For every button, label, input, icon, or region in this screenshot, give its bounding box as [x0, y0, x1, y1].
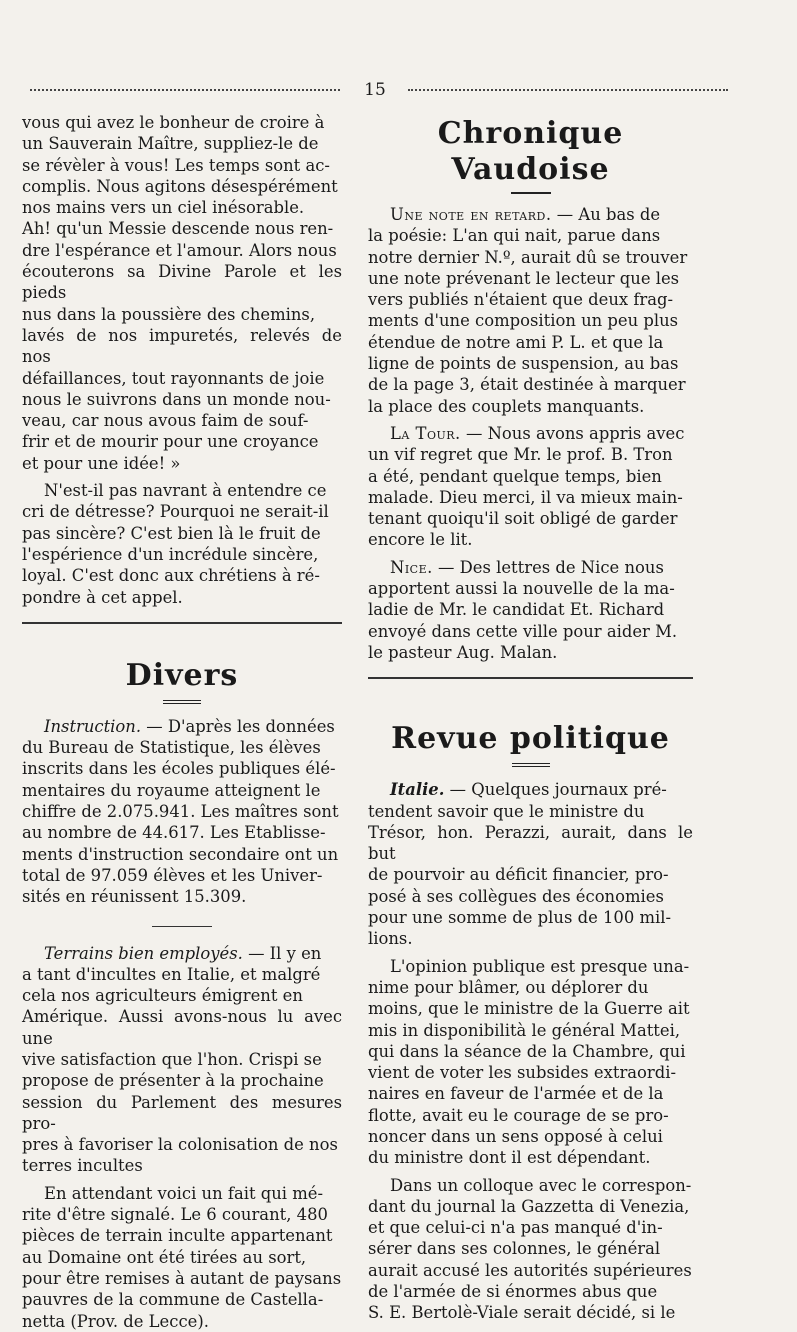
text-line: vers publiés n'étaient que deux frag-: [368, 290, 674, 310]
text-line: netta (Prov. de Lecce).: [22, 1311, 209, 1331]
text-line: une note prévenant le lecteur que les: [368, 268, 680, 288]
text-line: tendent savoir que le ministre du: [368, 801, 645, 821]
text-line: l'espérience d'un incrédule sincère,: [22, 544, 319, 564]
text-line: pour une somme de plus de 100 mil-: [368, 908, 672, 928]
text-line: et pour une idée! »: [22, 453, 181, 473]
right-column: [368, 112, 693, 1324]
text-line: défaillances, tout rayonnants de joie: [22, 368, 325, 388]
revue-heading: Revue politique: [391, 721, 670, 757]
text-line: cri de détresse? Pourquoi ne serait-il: [22, 502, 329, 522]
section-divider: [368, 677, 693, 681]
text-line: mis in disponibilità le général Mattei,: [368, 1020, 681, 1040]
text-line: vive satisfaction que l'hon. Crispi se: [22, 1049, 322, 1069]
text-line: sités en réunissent 15.309.: [22, 887, 247, 907]
text-line: lavés de nos impuretés, relevés de nos: [22, 325, 342, 367]
chronique-heading: Chronique Vaudoise: [437, 116, 624, 187]
text-line: dant du journal la Gazzetta di Venezia,: [368, 1196, 690, 1216]
text-line: N'est-il pas navrant à entendre ce: [44, 481, 327, 501]
text-line: ments d'instruction secondaire ont un: [22, 844, 339, 864]
text-line: S. E. Bertolè-Viale serait décidé, si le: [368, 1303, 676, 1323]
text-line: nus dans la poussière des chemins,: [22, 304, 316, 324]
text-line: apportent aussi la nouvelle de la ma-: [368, 579, 675, 599]
heading-rule: [511, 192, 551, 194]
text-line: de pourvoir au déficit financier, pro-: [368, 865, 669, 885]
text-line: se révèler à vous! Les temps sont ac-: [22, 155, 330, 175]
text-line: dre l'espérance et l'amour. Alors nous: [22, 240, 337, 260]
attendant-paragraph: [22, 1183, 342, 1332]
text-line: sérer dans ses colonnes, le général: [368, 1239, 661, 1259]
text-line: qui dans la séance de la Chambre, qui: [368, 1041, 686, 1061]
heading-ornament: [512, 763, 550, 767]
text-line: du Bureau de Statistique, les élèves: [22, 738, 321, 758]
italie-article: [368, 779, 693, 949]
text-line: un vif regret que Mr. le prof. B. Tron: [368, 445, 673, 465]
note-article: [368, 204, 693, 417]
text-line: malade. Dieu merci, il va mieux main-: [368, 487, 683, 507]
text-line: chiffre de 2.075.941. Les maîtres sont: [22, 802, 339, 822]
section-divider: [22, 622, 342, 626]
text-line: Nice. — Des lettres de Nice nous: [390, 557, 664, 577]
terrains-article: [22, 943, 342, 1177]
text-line: a été, pendant quelque temps, bien: [368, 466, 662, 486]
text-line: pauvres de la commune de Castella-: [22, 1290, 324, 1310]
text-line: un Sauverain Maître, suppliez-le de: [22, 134, 319, 154]
text-line: flotte, avait eu le courage de se pro-: [368, 1105, 669, 1125]
text-line: pas sincère? C'est bien là le fruit de: [22, 523, 321, 543]
text-line: Dans un colloque avec le correspon-: [390, 1175, 692, 1195]
text-line: et que celui-ci n'a pas manqué d'in-: [368, 1218, 663, 1238]
text-line: le pasteur Aug. Malan.: [368, 642, 558, 662]
text-line: vient de voter les subsides extraordi-: [368, 1063, 677, 1083]
intro-paragraph: [22, 112, 342, 474]
text-line: frir et de mourir pour une croyance: [22, 432, 319, 452]
heading-ornament: [163, 700, 201, 704]
text-line: nous le suivrons dans un monde nou-: [22, 389, 331, 409]
text-line: la place des couplets manquants.: [368, 396, 645, 416]
text-line: naires en faveur de l'armée et de la: [368, 1084, 664, 1104]
opinion-paragraph: [368, 956, 693, 1169]
article-lead: Terrains bien employés.: [44, 943, 243, 963]
text-line: vous qui avez le bonheur de croire à: [22, 113, 325, 132]
text-line: Ah! qu'un Messie descende nous ren-: [22, 219, 334, 239]
text-line: tenant quoiqu'il soit obligé de garder: [368, 509, 678, 529]
text-line: écouterons sa Divine Parole et les pieds: [22, 262, 342, 303]
detresse-paragraph: [22, 480, 342, 608]
text-line: complis. Nous agitons désespérément: [22, 176, 338, 196]
text-line: au Domaine ont été tirées au sort,: [22, 1247, 307, 1267]
text-line: a tant d'incultes en Italie, et malgré: [22, 964, 321, 984]
divers-heading: Divers: [125, 657, 239, 693]
article-lead: Une note en retard.: [390, 205, 552, 224]
text-line: ligne de points de suspension, au bas: [368, 354, 679, 374]
text-line: ladie de Mr. le candidat Et. Richard: [368, 600, 665, 620]
article-lead: Instruction.: [44, 716, 142, 736]
text-line: moins, que le ministre de la Guerre ait: [368, 999, 690, 1019]
text-line: rite d'être signalé. Le 6 courant, 480: [22, 1205, 328, 1225]
header-rule-left: [30, 89, 340, 91]
text-line: du ministre dont il est dépendant.: [368, 1148, 651, 1168]
text-line: session du Parlement des mesures pro-: [22, 1092, 342, 1133]
text-line: pièces de terrain inculte appartenant: [22, 1226, 333, 1246]
text-line: de la page 3, était destinée à marquer: [368, 375, 686, 395]
page-header: [30, 80, 767, 100]
instruction-article: [22, 716, 342, 908]
text-line: La Tour. — Nous avons appris avec: [390, 423, 685, 443]
text-line: pondre à cet appel.: [22, 587, 183, 607]
text-line: Trésor, hon. Perazzi, aurait, dans le but: [368, 822, 693, 864]
latour-article: [368, 423, 693, 551]
article-lead: Italie.: [390, 780, 445, 800]
text-line: étendue de notre ami P. L. et que la: [368, 332, 664, 352]
text-line: ments d'une composition un peu plus: [368, 311, 679, 331]
nice-article: [368, 557, 693, 663]
text-line: loyal. C'est donc aux chrétiens à ré-: [22, 566, 320, 586]
text-line: Terrains bien employés. — Il y en: [44, 943, 322, 963]
text-line: lions.: [368, 929, 413, 949]
left-column: [22, 112, 342, 1332]
text-line: de l'armée de si énormes abus que: [368, 1282, 658, 1302]
text-line: terres incultes: [22, 1156, 143, 1176]
text-line: posé à ses collègues des économies: [368, 886, 664, 906]
text-line: propose de présenter à la prochaine: [22, 1071, 324, 1091]
text-line: aurait accusé les autorités supérieures: [368, 1260, 692, 1280]
text-line: Italie. — Quelques journaux pré-: [390, 780, 667, 800]
text-line: total de 97.059 élèves et les Univer-: [22, 865, 323, 885]
text-line: En attendant voici un fait qui mé-: [44, 1183, 324, 1203]
text-line: Une note en retard. — Au bas de: [390, 205, 661, 224]
text-line: nime pour blâmer, ou déplorer du: [368, 977, 649, 997]
text-line: veau, car nous avous faim de souf-: [22, 411, 309, 431]
article-divider: [152, 926, 212, 927]
text-line: pres à favoriser la colonisation de nos: [22, 1135, 338, 1155]
text-line: Amérique. Aussi avons-nous lu avec une: [22, 1007, 342, 1048]
text-line: cela nos agriculteurs émigrent en: [22, 986, 303, 1006]
text-line: mentaires du royaume atteignent le: [22, 780, 321, 800]
text-line: Instruction. — D'après les données: [44, 716, 335, 736]
colloque-paragraph: [368, 1175, 693, 1324]
text-line: nos mains vers un ciel inésorable.: [22, 198, 305, 218]
text-line: au nombre de 44.617. Les Etablisse-: [22, 823, 326, 843]
text-line: encore le lit.: [368, 530, 473, 550]
text-line: notre dernier N.º, aurait dû se trouver: [368, 247, 688, 267]
text-line: L'opinion publique est presque una-: [390, 956, 690, 976]
text-line: la poésie: L'an qui nait, parue dans: [368, 226, 661, 246]
article-lead: La Tour.: [390, 423, 461, 443]
text-line: inscrits dans les écoles publiques élé-: [22, 759, 336, 779]
page-number: 15: [364, 80, 386, 100]
article-lead: Nice.: [390, 557, 433, 577]
text-line: pour être remises à autant de paysans: [22, 1268, 342, 1288]
header-rule-right: [408, 89, 728, 91]
text-line: noncer dans un sens opposé à celui: [368, 1126, 663, 1146]
text-line: envoyé dans cette ville pour aider M.: [368, 621, 678, 641]
